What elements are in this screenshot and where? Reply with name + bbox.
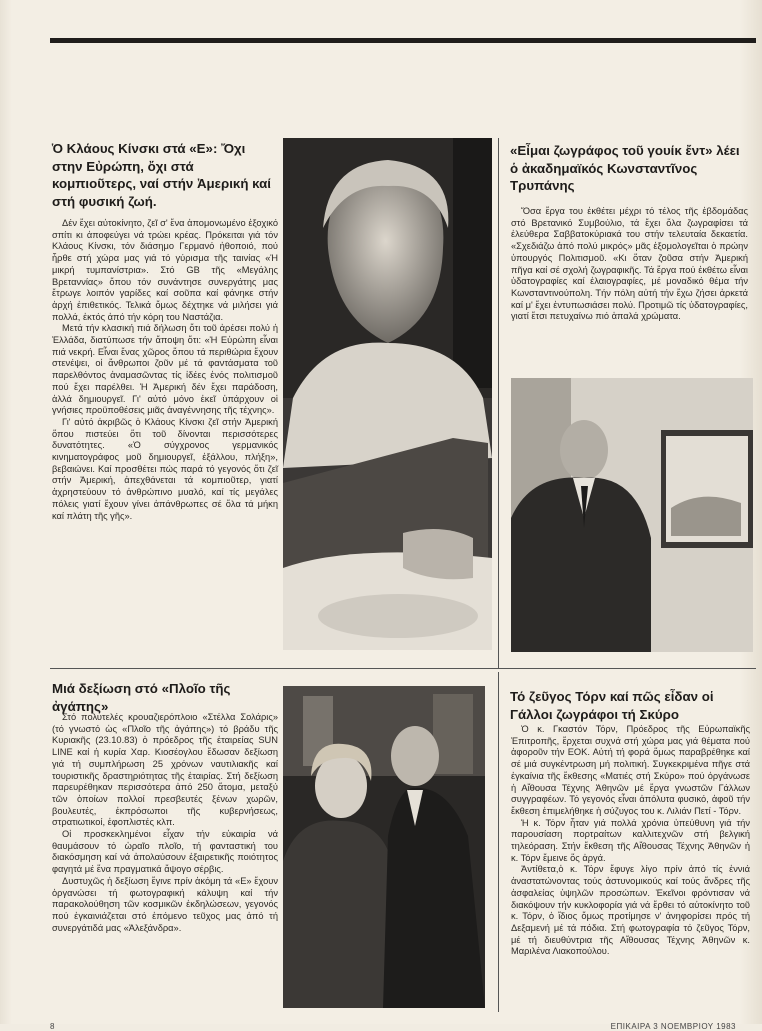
kinski-paragraph: Μετά τήν κλασική πιά δήλωση ὅτι τοῦ ἀρέσει πολύ ἡ Ἑλλάδα, διατύπωσε τήν ἄποψη ὅτι: «Ἡ Εὐρώπη εἶναι πιά νεκρή. Εἶναι ἕνας χῶρος ὅπου τά περιθώρια ἔχουν στενέψει, οἱ ἄνθρωποι ζοῦν μέ τά φαντάσματα τοῦ παρελθόντος ἀναμασῶντας τίς ἰδέες ἑνός πολιτισμοῦ πού ἔχει παρέλθει. Ἡ Ἀμερική δέν ἔχει παράδοση, ἀλλά δημιουργεῖ. Γι' αὐτό μόνο ἐκεῖ ὑπάρχουν οἱ γνήσιες προϋποθέσεις μιᾶς ἀναγέννησης τῆς τέχνης».: [52, 323, 278, 416]
kinski-paragraph: Γι' αὐτό ἀκριβῶς ὁ Κλάους Κίνσκι ζεῖ στήν Ἀμερική ὅπου πιστεύει ὅτι τοῦ δίνονται περισσότερες δυνατότητες. «Ὁ σύγχρονος γερμανικός κινηματογράφος μοῦ δημιουργεῖ, ἐξάλλου, πλήξη», βεβαιώνει. Καί προσθέτει πώς παρά τό γεγονός ὅτι ζεῖ στήν Ἀμερική, ἀπεχθάνεται τά κομπιοῦτερ, γιατί ἀχρηστεύουν τό ἀνθρώπινο μυαλό, καί τίς μεγάλες πόλεις γιατί ἔχουν γίνει ἀπάνθρωπες σέ ὅλα τά μήκη καί πλάτη τῆς γῆς».: [52, 416, 278, 521]
kinski-paragraph: Δέν ἔχει αὐτοκίνητο, ζεῖ σ' ἕνα ἀπομονωμένο ἐξοχικό σπίτι κι ἀποφεύγει νά τρώει κρέας. Πρόκειται γιά τόν Κλάους Κίνσκι, τόν διάσημο Γερμανό ἠθοποιό, πού ἦρθε στή χώρα μας γιά τό γύρισμα τῆς ταινίας «Ἡ μικρή τυμπανίστρια». Στό GB τῆς «Μεγάλης Βρεταννίας» ὅπου τόν συνάντησε συνεργάτης μας ἔτρωγε λοιπόν γαρίδες καί σοῦπα καί φάνηκε στήν ἀρχή ἐπιθετικός. Τελικά ὅμως δέχτηκε νά μιλήσει γιά πολλά, ἐκτός ἀπό τήν κόρη του Ναστάζια.: [52, 218, 278, 322]
kinski-photo: [283, 138, 492, 650]
trypanis-photo-art: [511, 378, 753, 652]
ship-reception-photo: [283, 686, 485, 1008]
ship-reception-body: [52, 712, 278, 934]
ship-reception-paragraph: Οἱ προσκεκλημένοι εἶχαν τήν εὐκαιρία νά θαυμάσουν τό ὡραῖο πλοῖο, τή φανταστική του διακόσμηση καί νά ἀπολαύσουν ἐξαιρετικῆς ποιότητος φαγητά μέ ἕνα πραγματικά ἄψογο σέρβις.: [52, 829, 278, 875]
thorn-headline: Τό ζεῦγος Τόρν καί πῶς εἶδαν οἱ Γάλλοι ζωγράφοι τή Σκύρο: [510, 689, 714, 722]
column-divider: [498, 672, 499, 1012]
ship-reception-photo-art: [283, 686, 485, 1008]
thorn-paragraph: Ὁ κ. Γκαστόν Τόρν, Πρόεδρος τῆς Εὐρωπαϊκῆς Ἐπιτροπῆς, ἔρχεται συχνά στή χώρα μας γιά θέματα πού ἀφοροῦν τήν ΕΟΚ. Αὐτή τή φορά ὅμως παραβρέθηκε καί σέ μιά συγκέντρωση μή πολιτική. Συγκεκριμένα πῆγε στά ἐγκαίνια τῆς ἔκθεσης «Ματιές στή Σκύρο» πού ὀργάνωσε ἡ Αἴθουσα Τέχνης Ἀθηνῶν μέ ἔργα γνωστῶν Γάλλων συγγραφέων. Τό γεγονός εἶναι ἀπόλυτα φυσικό, ἀφοῦ τήν ἔκθεση ἐπιμελήθηκε ἡ σύζυγος του κ. Λιλιάν Πετί - Τόρν.: [511, 724, 750, 816]
ship-reception-headline: Μιά δεξίωση στό «Πλοῖο τῆς ἀγάπης»: [52, 681, 231, 714]
kinski-headline: Ὁ Κλάους Κίνσκι στά «Ε»: Ὄχι στην Εὐρώπη, ὄχι στά κομπιοῦτερς, ναί στήν Ἀμερική καί στή φυσική ζωή.: [52, 141, 271, 209]
kinski-article-body: [52, 218, 278, 522]
top-rule: [50, 38, 756, 43]
ship-reception-paragraph: Δυστυχῶς ἡ δεξίωση ἔγινε πρίν ἀκόμη τά «Ε» ἔχουν ὀργανώσει τή φωτογραφική κάλυψη καί τήν παρακολούθηση τῶν κοσμικῶν ἐκδηλώσεων, γεγονός πού ἐγκαινιάζεται στό ἐπόμενο τεῦχος μας ἀπό τή συνεργάτιδά μας «Ἀλεξάνδρα».: [52, 875, 278, 933]
column-divider: [498, 138, 499, 668]
row-divider: [50, 668, 756, 669]
ship-reception-paragraph: Στό πολυτελές κρουαζιερόπλοιο «Στέλλα Σολάρις» (τό γνωστό ὡς «Πλοῖο τῆς ἀγάπης») τό βράδυ τῆς Κυριακῆς (23.10.83) ὁ πρόεδρος τῆς ἑταιρείας SUN LINE καί ἡ κυρία Χαρ. Κιοσέογλου ἔδωσαν δεξίωση γιά τή συμπλήρωση 25 χρόνων ναυτιλιακῆς καί τουριστικῆς δραστηριότητας τῆς ἑταιρίας. Στή δεξίωση παρευρέθηκαν περισσότερα ἀπό 250 ἄτομα, μεταξύ τῶν ὁποίων πολλοί πρεσβευτές ξένων χωρῶν, βουλευτές, ἐκπρόσωποι τῆς κυβερνήσεως, στρατιωτικοί, ἐφοπλιστές κλπ.: [52, 712, 278, 828]
trypanis-article-body: [511, 206, 748, 323]
kinski-photo-art: [283, 138, 492, 650]
issue-line: ΕΠΙΚΑΙΡΑ 3 ΝΟΕΜΒΡΙΟΥ 1983: [610, 1022, 736, 1031]
trypanis-headline: «Εἶμαι ζωγράφος τοῦ γουίκ ἔντ» λέει ὁ ἀκαδημαϊκός Κωνσταντῖνος Τρυπάνης: [510, 143, 740, 193]
trypanis-paragraph: Ὅσα ἔργα του ἐκθέτει μέχρι τό τέλος τῆς ἑβδομάδας στό Βρετανικό Συμβούλιο, τά ἔχει ὅλα ζωγραφίσει τά ἐλεύθερα Σαββατοκύριακά του στήν τελευταία δεκαετία. «Σχεδιάζω ἀπό πολύ μικρός» μᾶς ἐξομολογεῖται ὁ πρώην ὑπουργός Πολιτισμοῦ. «Κι ὅταν ζοῦσα στήν Ἀμερική πῆγα καί σέ σχολή ζωγραφικῆς. Τά ἔργα πού ἐκθέτω εἶναι ὑδατογραφίες καί ἐλαιογραφίες, μέ μοναδικό θέμα τήν Κωνσταντινούπολη. Τήν πόλη αὐτή τήν ἔχω ζήσει ἀρκετά καί μ' ἔχει ἐντυπωσιάσει πολύ. Προτιμῶ τίς ὑδατογραφίες, γιατί ἔτσι πετυχαίνω πιό ἁπαλά χρώματα.: [511, 206, 748, 322]
thorn-article-body: [511, 724, 750, 958]
thorn-paragraph: Ἀντίθετα,ὁ κ. Τόρν ἔφυγε λίγο πρίν ἀπό τίς ἐννιά ἀναστατώνοντας τούς ἀστυνομικούς καί τούς ἄνδρες τῆς ἀσφαλείας ὑψηλῶν προσώπων. Ἐκεῖνοι φρόντισαν νά διακόψουν τήν κυκλοφορία γιά νά ἔρθει τό αὐτοκίνητο τοῦ κ. Τόρν, ὁ ἴδιος ὅμως προτίμησε ν' ἀνηφορίσει πρός τή Δεξαμενή μέ τά πόδια. Στή φωτογραφία τό ζεῦγος Τόρν, μέ τή διευθύντρια τῆς Αἴθουσας Τέχνης Ἀθηνῶν κ. Μαριλένα Λιακοπούλου.: [511, 864, 750, 957]
trypanis-photo: [511, 378, 753, 652]
page-number: 8: [50, 1022, 55, 1031]
thorn-paragraph: Ἡ κ. Τόρν ἦταν γιά πολλά χρόνια ὑπεύθυνη γιά τήν παρουσίαση πορτραίτων καλλιτεχνῶν στή βελγική τηλεόραση. Στήν ἔκθεση τῆς Αἴθουσας Τέχνης Ἀθηνῶν ἡ κ. Τόρν ἔμεινε ὅς ἀργά.: [511, 817, 750, 863]
